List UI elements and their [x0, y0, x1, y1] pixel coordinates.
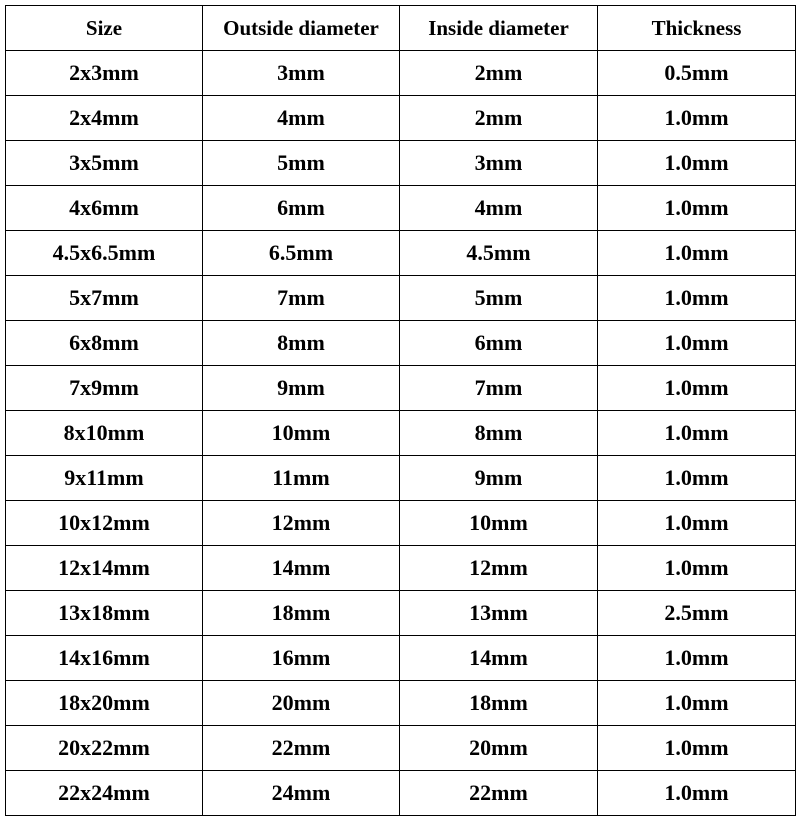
- inside-diameter-cell: 20mm: [400, 726, 598, 771]
- inside-diameter-cell: 7mm: [400, 366, 598, 411]
- outside-diameter-cell: 3mm: [203, 51, 400, 96]
- thickness-cell: 1.0mm: [598, 276, 796, 321]
- inside-diameter-cell: 4mm: [400, 186, 598, 231]
- size-spec-table: [5, 5, 796, 816]
- outside-diameter-cell: 16mm: [203, 636, 400, 681]
- table-row: [6, 456, 796, 501]
- inside-diameter-cell: 10mm: [400, 501, 598, 546]
- outside-diameter-cell: 11mm: [203, 456, 400, 501]
- inside-diameter-cell: 22mm: [400, 771, 598, 816]
- thickness-cell: 1.0mm: [598, 231, 796, 276]
- table-row: [6, 636, 796, 681]
- header-outside-diameter: Outside diameter: [203, 6, 400, 51]
- inside-diameter-cell: 9mm: [400, 456, 598, 501]
- table-row: [6, 141, 796, 186]
- table-body: [6, 51, 796, 816]
- size-cell: 2x4mm: [6, 96, 203, 141]
- header-thickness: Thickness: [598, 6, 796, 51]
- thickness-cell: 1.0mm: [598, 501, 796, 546]
- inside-diameter-cell: 14mm: [400, 636, 598, 681]
- outside-diameter-cell: 12mm: [203, 501, 400, 546]
- outside-diameter-cell: 18mm: [203, 591, 400, 636]
- size-cell: 6x8mm: [6, 321, 203, 366]
- table-row: [6, 726, 796, 771]
- size-cell: 9x11mm: [6, 456, 203, 501]
- header-row: [6, 6, 796, 51]
- table-row: [6, 591, 796, 636]
- table-row: [6, 51, 796, 96]
- table-row: [6, 771, 796, 816]
- thickness-cell: 1.0mm: [598, 546, 796, 591]
- thickness-cell: 1.0mm: [598, 456, 796, 501]
- inside-diameter-cell: 13mm: [400, 591, 598, 636]
- size-cell: 22x24mm: [6, 771, 203, 816]
- outside-diameter-cell: 4mm: [203, 96, 400, 141]
- outside-diameter-cell: 6.5mm: [203, 231, 400, 276]
- outside-diameter-cell: 10mm: [203, 411, 400, 456]
- table-row: [6, 321, 796, 366]
- thickness-cell: 1.0mm: [598, 636, 796, 681]
- table-row: [6, 411, 796, 456]
- inside-diameter-cell: 18mm: [400, 681, 598, 726]
- thickness-cell: 1.0mm: [598, 96, 796, 141]
- outside-diameter-cell: 7mm: [203, 276, 400, 321]
- size-cell: 7x9mm: [6, 366, 203, 411]
- outside-diameter-cell: 14mm: [203, 546, 400, 591]
- table-row: [6, 231, 796, 276]
- inside-diameter-cell: 2mm: [400, 51, 598, 96]
- inside-diameter-cell: 5mm: [400, 276, 598, 321]
- size-cell: 13x18mm: [6, 591, 203, 636]
- size-cell: 4.5x6.5mm: [6, 231, 203, 276]
- thickness-cell: 1.0mm: [598, 186, 796, 231]
- thickness-cell: 1.0mm: [598, 681, 796, 726]
- table-row: [6, 681, 796, 726]
- outside-diameter-cell: 8mm: [203, 321, 400, 366]
- outside-diameter-cell: 24mm: [203, 771, 400, 816]
- size-cell: 12x14mm: [6, 546, 203, 591]
- thickness-cell: 1.0mm: [598, 141, 796, 186]
- table-row: [6, 276, 796, 321]
- thickness-cell: 2.5mm: [598, 591, 796, 636]
- table-row: [6, 366, 796, 411]
- table-row: [6, 546, 796, 591]
- header-inside-diameter: Inside diameter: [400, 6, 598, 51]
- thickness-cell: 1.0mm: [598, 771, 796, 816]
- thickness-cell: 1.0mm: [598, 411, 796, 456]
- outside-diameter-cell: 20mm: [203, 681, 400, 726]
- size-cell: 4x6mm: [6, 186, 203, 231]
- inside-diameter-cell: 12mm: [400, 546, 598, 591]
- table-row: [6, 96, 796, 141]
- thickness-cell: 0.5mm: [598, 51, 796, 96]
- inside-diameter-cell: 6mm: [400, 321, 598, 366]
- size-cell: 5x7mm: [6, 276, 203, 321]
- outside-diameter-cell: 9mm: [203, 366, 400, 411]
- thickness-cell: 1.0mm: [598, 366, 796, 411]
- thickness-cell: 1.0mm: [598, 321, 796, 366]
- thickness-cell: 1.0mm: [598, 726, 796, 771]
- size-cell: 8x10mm: [6, 411, 203, 456]
- table-row: [6, 186, 796, 231]
- size-cell: 18x20mm: [6, 681, 203, 726]
- table-row: [6, 501, 796, 546]
- inside-diameter-cell: 2mm: [400, 96, 598, 141]
- size-cell: 14x16mm: [6, 636, 203, 681]
- outside-diameter-cell: 22mm: [203, 726, 400, 771]
- inside-diameter-cell: 3mm: [400, 141, 598, 186]
- outside-diameter-cell: 5mm: [203, 141, 400, 186]
- header-size: Size: [6, 6, 203, 51]
- inside-diameter-cell: 4.5mm: [400, 231, 598, 276]
- size-cell: 20x22mm: [6, 726, 203, 771]
- inside-diameter-cell: 8mm: [400, 411, 598, 456]
- size-cell: 2x3mm: [6, 51, 203, 96]
- size-cell: 10x12mm: [6, 501, 203, 546]
- size-cell: 3x5mm: [6, 141, 203, 186]
- outside-diameter-cell: 6mm: [203, 186, 400, 231]
